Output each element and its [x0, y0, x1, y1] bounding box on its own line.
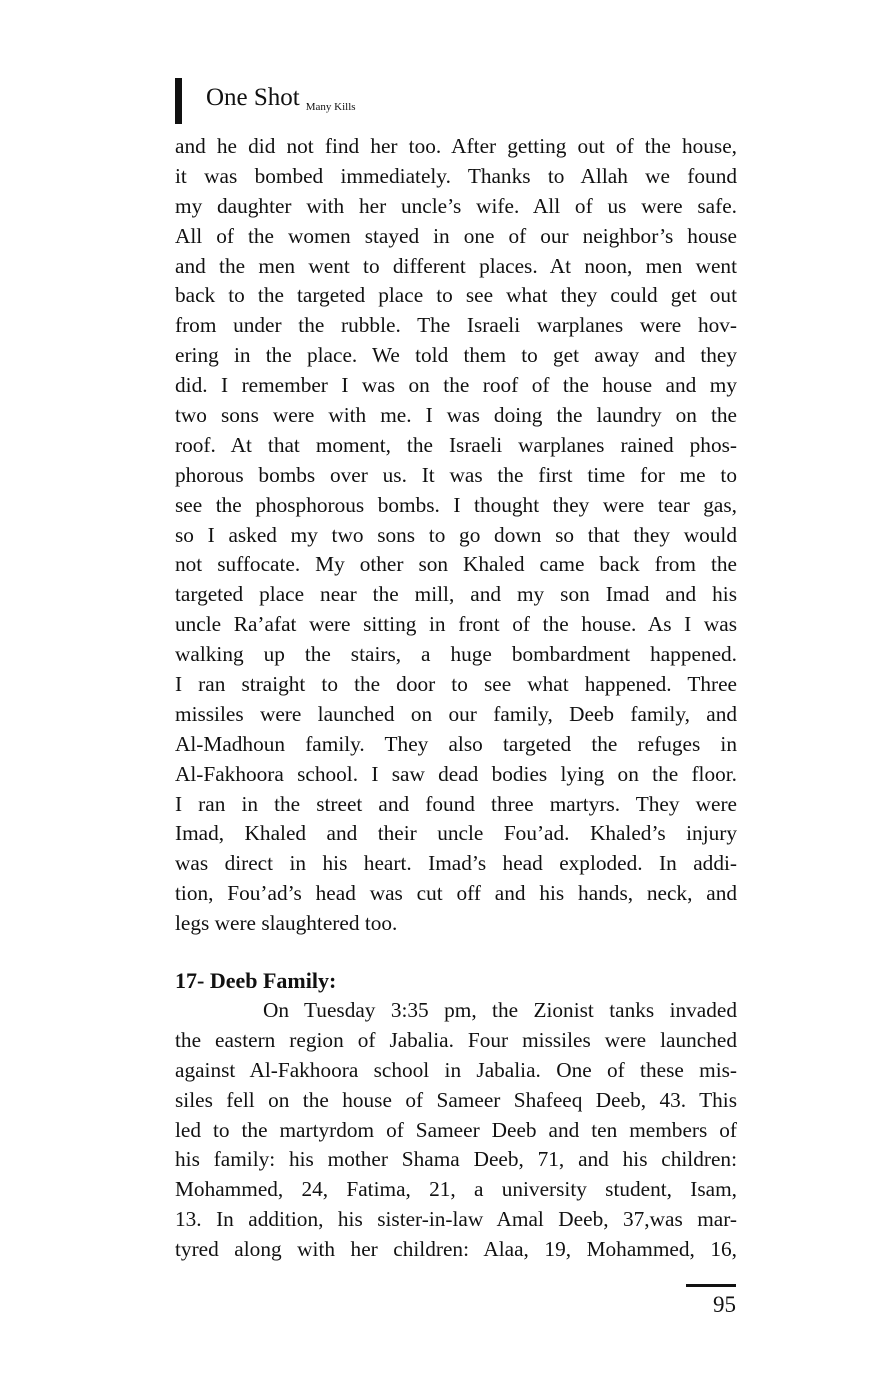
text-line: All of the women stayed in one of our neighbor’s house: [175, 223, 737, 248]
text-line: ering in the place. We told them to get away and they: [175, 343, 737, 368]
text-line: and he did not find her too. After getting out of the house,: [175, 134, 737, 158]
text-line: his family: his mother Shama Deeb, 71, and his children:: [175, 1147, 737, 1172]
text-line: it was bombed immediately. Thanks to Allah we found: [175, 163, 737, 188]
text-line: missiles were launched on our family, Deeb family, and: [175, 701, 737, 726]
text-line: legs were slaughtered too.: [175, 911, 398, 936]
text-line: did. I remember I was on the roof of the house and my: [175, 373, 737, 398]
body-paragraph-top: [175, 132, 737, 939]
text-line: not suffocate. My other son Khaled came back from the: [175, 552, 737, 577]
text-line: uncle Ra’afat were sitting in front of the house. As I was: [175, 612, 737, 637]
text-line: 13. In addition, his sister-in-law Amal Deeb, 37,was mar-: [175, 1207, 737, 1232]
text-line: back to the targeted place to see what they could get out: [175, 283, 737, 308]
text-line: from under the rubble. The Israeli warplanes were hov-: [175, 313, 737, 338]
text-line: I ran in the street and found three martyrs. They were: [175, 791, 737, 816]
text-line: tion, Fou’ad’s head was cut off and his hands, neck, and: [175, 881, 737, 906]
text-line: Imad, Khaled and their uncle Fou’ad. Khaled’s injury: [175, 821, 737, 846]
text-line: On Tuesday 3:35 pm, the Zionist tanks invaded: [263, 998, 737, 1022]
page-number-rule: [686, 1284, 736, 1287]
text-line: led to the martyrdom of Sameer Deeb and ten members of: [175, 1117, 737, 1142]
text-line: Al-Fakhoora school. I saw dead bodies lying on the floor.: [175, 761, 737, 786]
text-line: against Al-Fakhoora school in Jabalia. One of these mis-: [175, 1057, 737, 1082]
book-subtitle: Many Kills: [305, 101, 356, 113]
text-line: Mohammed, 24, Fatima, 21, a university student, Isam,: [175, 1177, 737, 1202]
text-line: was direct in his heart. Imad’s head exploded. In addi-: [175, 851, 737, 876]
text-line: I ran straight to the door to see what happened. Three: [175, 672, 737, 697]
text-line: roof. At that moment, the Israeli warplanes rained phos-: [175, 432, 737, 457]
text-line: my daughter with her uncle’s wife. All of us were safe.: [175, 193, 737, 218]
text-line: see the phosphorous bombs. I thought they were tear gas,: [175, 492, 737, 517]
text-line: tyred along with her children: Alaa, 19, Mohammed, 16,: [175, 1237, 737, 1262]
text-line: phorous bombs over us. It was the first time for me to: [175, 462, 737, 487]
text-line: two sons were with me. I was doing the laundry on the: [175, 403, 737, 428]
text-line: the eastern region of Jabalia. Four missiles were launched: [175, 1027, 737, 1052]
text-line: Al-Madhoun family. They also targeted the refuges in: [175, 731, 737, 756]
text-line: so I asked my two sons to go down so that they would: [175, 522, 737, 547]
text-line: walking up the stairs, a huge bombardment happened.: [175, 642, 737, 667]
body-paragraph-bottom: [175, 996, 737, 1265]
text-line: siles fell on the house of Sameer Shafeeq Deeb, 43. This: [175, 1087, 737, 1112]
header-bar: [175, 78, 182, 124]
running-header: [175, 78, 356, 124]
page-number: 95: [713, 1292, 736, 1317]
book-title: One Shot: [206, 84, 300, 111]
text-line: targeted place near the mill, and my son Imad and his: [175, 582, 737, 607]
section-heading: 17- Deeb Family:: [175, 968, 337, 993]
text-line: and the men went to different places. At noon, men went: [175, 253, 737, 278]
